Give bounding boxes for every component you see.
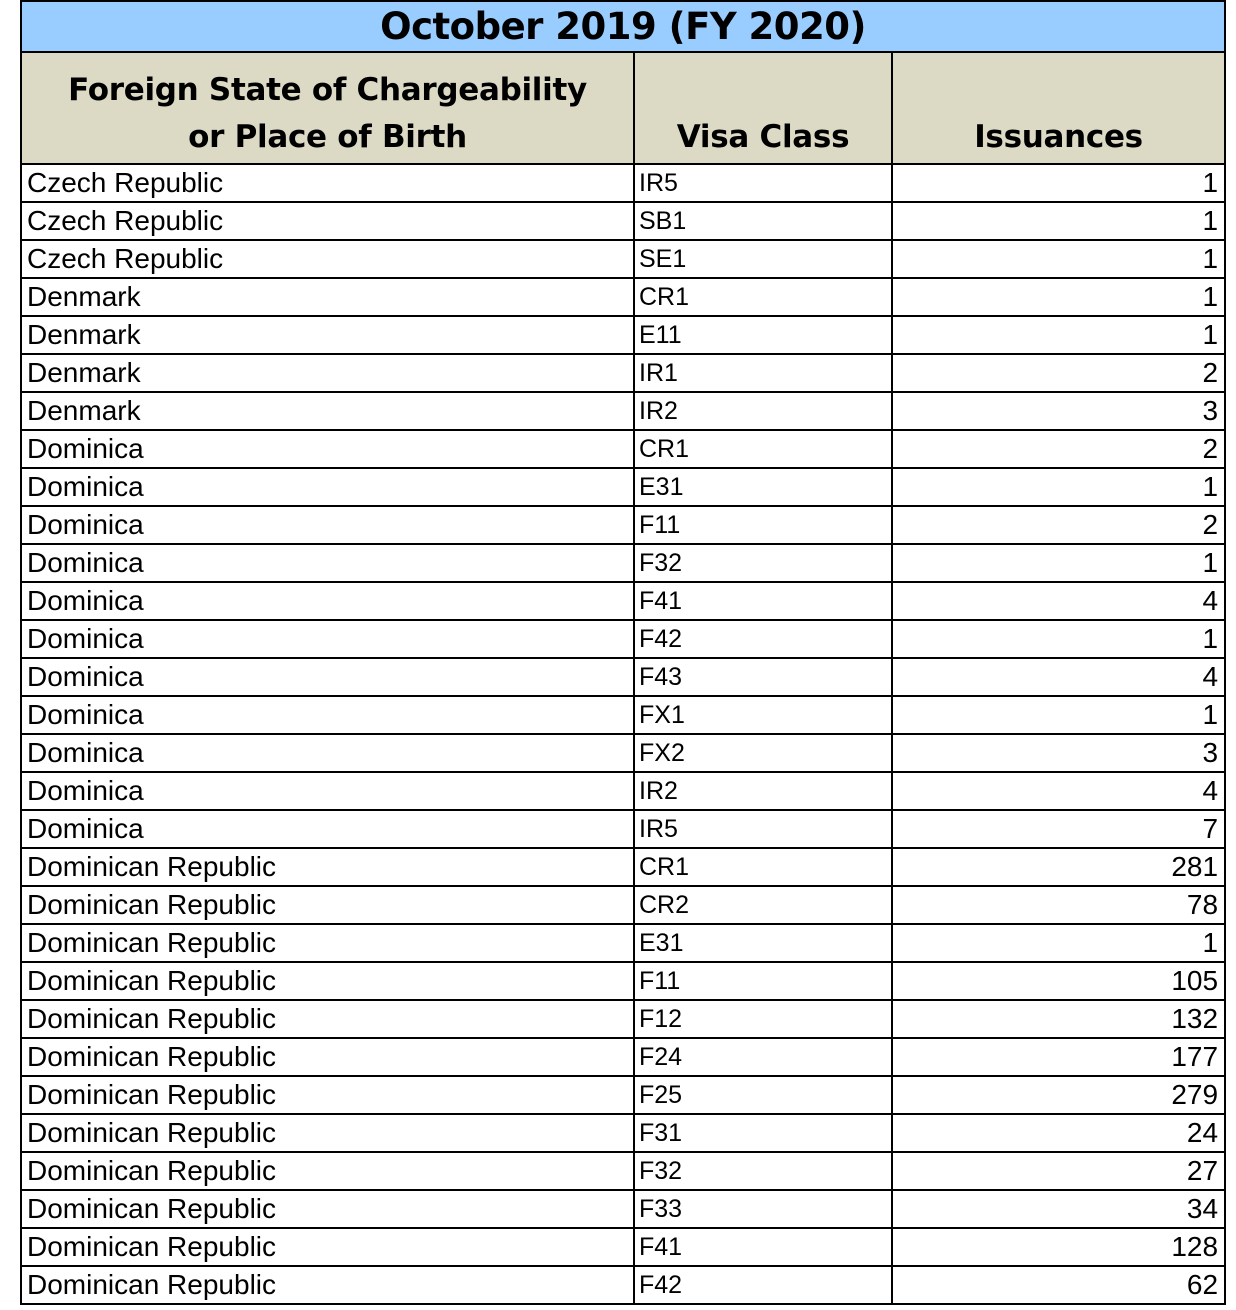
cell-country: Dominican Republic bbox=[21, 1114, 634, 1152]
cell-visa-class: CR2 bbox=[634, 886, 892, 924]
cell-country: Denmark bbox=[21, 316, 634, 354]
cell-visa-class: CR1 bbox=[634, 278, 892, 316]
cell-visa-class: F43 bbox=[634, 658, 892, 696]
column-header-country-line1: Foreign State of Chargeability bbox=[68, 72, 587, 108]
cell-issuances: 7 bbox=[892, 810, 1225, 848]
table-row bbox=[21, 1114, 1225, 1152]
cell-country: Dominica bbox=[21, 696, 634, 734]
table-row bbox=[21, 658, 1225, 696]
cell-issuances: 1 bbox=[892, 544, 1225, 582]
cell-country: Dominican Republic bbox=[21, 1266, 634, 1304]
table-row bbox=[21, 278, 1225, 316]
table-row bbox=[21, 354, 1225, 392]
cell-country: Dominica bbox=[21, 430, 634, 468]
cell-issuances: 4 bbox=[892, 658, 1225, 696]
cell-visa-class: SE1 bbox=[634, 240, 892, 278]
column-header-visa-class: Visa Class bbox=[634, 52, 892, 164]
cell-country: Dominica bbox=[21, 544, 634, 582]
cell-country: Dominica bbox=[21, 810, 634, 848]
cell-visa-class: F32 bbox=[634, 544, 892, 582]
cell-issuances: 1 bbox=[892, 620, 1225, 658]
cell-country: Dominica bbox=[21, 620, 634, 658]
cell-issuances: 78 bbox=[892, 886, 1225, 924]
table-row bbox=[21, 810, 1225, 848]
cell-country: Dominican Republic bbox=[21, 1000, 634, 1038]
cell-visa-class: F32 bbox=[634, 1152, 892, 1190]
cell-issuances: 1 bbox=[892, 924, 1225, 962]
cell-visa-class: F42 bbox=[634, 620, 892, 658]
cell-country: Denmark bbox=[21, 392, 634, 430]
cell-issuances: 279 bbox=[892, 1076, 1225, 1114]
table-row bbox=[21, 544, 1225, 582]
cell-country: Dominican Republic bbox=[21, 848, 634, 886]
cell-issuances: 1 bbox=[892, 316, 1225, 354]
table-row bbox=[21, 1266, 1225, 1304]
cell-visa-class: E31 bbox=[634, 924, 892, 962]
cell-visa-class: F24 bbox=[634, 1038, 892, 1076]
cell-issuances: 132 bbox=[892, 1000, 1225, 1038]
title-row bbox=[21, 1, 1225, 52]
cell-issuances: 2 bbox=[892, 506, 1225, 544]
cell-visa-class: FX2 bbox=[634, 734, 892, 772]
cell-visa-class: IR2 bbox=[634, 772, 892, 810]
cell-issuances: 4 bbox=[892, 582, 1225, 620]
cell-visa-class: F42 bbox=[634, 1266, 892, 1304]
table-row bbox=[21, 962, 1225, 1000]
cell-country: Dominica bbox=[21, 582, 634, 620]
cell-country: Denmark bbox=[21, 354, 634, 392]
cell-visa-class: F41 bbox=[634, 1228, 892, 1266]
table-row bbox=[21, 468, 1225, 506]
cell-visa-class: F31 bbox=[634, 1114, 892, 1152]
table-row bbox=[21, 240, 1225, 278]
table-row bbox=[21, 1190, 1225, 1228]
cell-visa-class: F11 bbox=[634, 506, 892, 544]
cell-issuances: 105 bbox=[892, 962, 1225, 1000]
cell-country: Dominican Republic bbox=[21, 1076, 634, 1114]
cell-issuances: 3 bbox=[892, 392, 1225, 430]
column-header-country-line2: or Place of Birth bbox=[188, 119, 467, 155]
cell-country: Dominica bbox=[21, 734, 634, 772]
table-row bbox=[21, 1076, 1225, 1114]
table-row bbox=[21, 430, 1225, 468]
cell-issuances: 281 bbox=[892, 848, 1225, 886]
cell-country: Czech Republic bbox=[21, 164, 634, 202]
cell-visa-class: E11 bbox=[634, 316, 892, 354]
table-row bbox=[21, 1152, 1225, 1190]
cell-issuances: 1 bbox=[892, 468, 1225, 506]
cell-country: Dominica bbox=[21, 468, 634, 506]
cell-country: Dominican Republic bbox=[21, 1152, 634, 1190]
cell-visa-class: SB1 bbox=[634, 202, 892, 240]
cell-country: Dominica bbox=[21, 506, 634, 544]
table-row bbox=[21, 696, 1225, 734]
table-row bbox=[21, 316, 1225, 354]
table-row bbox=[21, 202, 1225, 240]
cell-issuances: 4 bbox=[892, 772, 1225, 810]
cell-issuances: 1 bbox=[892, 164, 1225, 202]
cell-country: Dominica bbox=[21, 658, 634, 696]
table-title: October 2019 (FY 2020) bbox=[21, 1, 1225, 52]
cell-visa-class: F33 bbox=[634, 1190, 892, 1228]
cell-country: Dominican Republic bbox=[21, 886, 634, 924]
cell-issuances: 177 bbox=[892, 1038, 1225, 1076]
table-row bbox=[21, 620, 1225, 658]
cell-visa-class: F25 bbox=[634, 1076, 892, 1114]
cell-country: Dominican Republic bbox=[21, 1190, 634, 1228]
cell-country: Denmark bbox=[21, 278, 634, 316]
column-header-country bbox=[21, 52, 634, 164]
table-row bbox=[21, 1228, 1225, 1266]
cell-issuances: 62 bbox=[892, 1266, 1225, 1304]
cell-issuances: 1 bbox=[892, 696, 1225, 734]
table-row bbox=[21, 772, 1225, 810]
cell-visa-class: E31 bbox=[634, 468, 892, 506]
table-body bbox=[21, 164, 1225, 1304]
issuance-table bbox=[20, 0, 1226, 1305]
table-row bbox=[21, 582, 1225, 620]
table-row bbox=[21, 164, 1225, 202]
cell-country: Dominica bbox=[21, 772, 634, 810]
cell-visa-class: IR1 bbox=[634, 354, 892, 392]
cell-country: Dominican Republic bbox=[21, 962, 634, 1000]
cell-visa-class: CR1 bbox=[634, 848, 892, 886]
cell-issuances: 1 bbox=[892, 278, 1225, 316]
cell-issuances: 128 bbox=[892, 1228, 1225, 1266]
table-row bbox=[21, 392, 1225, 430]
column-header-issuances: Issuances bbox=[892, 52, 1225, 164]
cell-country: Czech Republic bbox=[21, 240, 634, 278]
cell-visa-class: F11 bbox=[634, 962, 892, 1000]
cell-visa-class: CR1 bbox=[634, 430, 892, 468]
table-row bbox=[21, 734, 1225, 772]
cell-issuances: 1 bbox=[892, 202, 1225, 240]
cell-country: Dominican Republic bbox=[21, 1228, 634, 1266]
cell-visa-class: F41 bbox=[634, 582, 892, 620]
cell-visa-class: IR2 bbox=[634, 392, 892, 430]
cell-issuances: 2 bbox=[892, 430, 1225, 468]
cell-visa-class: FX1 bbox=[634, 696, 892, 734]
table-row bbox=[21, 1038, 1225, 1076]
table-row bbox=[21, 848, 1225, 886]
cell-country: Czech Republic bbox=[21, 202, 634, 240]
cell-visa-class: IR5 bbox=[634, 164, 892, 202]
cell-visa-class: IR5 bbox=[634, 810, 892, 848]
cell-issuances: 34 bbox=[892, 1190, 1225, 1228]
table-row bbox=[21, 886, 1225, 924]
header-row bbox=[21, 52, 1225, 164]
cell-issuances: 24 bbox=[892, 1114, 1225, 1152]
table-row bbox=[21, 924, 1225, 962]
cell-issuances: 27 bbox=[892, 1152, 1225, 1190]
cell-country: Dominican Republic bbox=[21, 924, 634, 962]
table-row bbox=[21, 1000, 1225, 1038]
cell-country: Dominican Republic bbox=[21, 1038, 634, 1076]
table-row bbox=[21, 506, 1225, 544]
cell-issuances: 2 bbox=[892, 354, 1225, 392]
cell-issuances: 3 bbox=[892, 734, 1225, 772]
cell-visa-class: F12 bbox=[634, 1000, 892, 1038]
cell-issuances: 1 bbox=[892, 240, 1225, 278]
